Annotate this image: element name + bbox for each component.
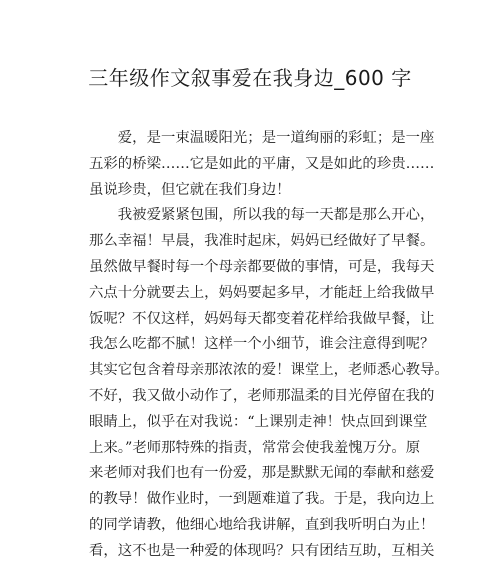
text-line: 饭呢？不仅这样，妈妈每天都变着花样给我做早餐，让: [89, 310, 435, 327]
text-line: 五彩的桥梁……它是如此的平庸，又是如此的珍贵……: [89, 155, 435, 172]
text-line: 虽说珍贵，但它就在我们身边！: [89, 181, 291, 198]
text-line: 的同学请教，他细心地给我讲解，直到我听明白为止！: [89, 516, 435, 533]
document-body: [89, 126, 449, 565]
text-line: 虽然做早餐时每一个母亲都要做的事情，可是，我每天: [89, 258, 435, 275]
text-line: 六点十分就要去上，妈妈要起多早，才能赶上给我做早: [89, 284, 435, 301]
text-line: 我被爱紧紧包围，所以我的每一天都是那么开心，: [89, 207, 435, 224]
text-line: 不好，我又做小动作了，老师那温柔的目光停留在我的: [89, 387, 435, 404]
paragraph-1: [89, 126, 435, 203]
text-line: 看，这不也是一种爱的体现吗？只有团结互助，互相关: [89, 542, 435, 559]
document-title: 三年级作文叙事爱在我身边_600 字: [88, 66, 412, 90]
text-line: 的教导！做作业时，一到题难道了我。于是，我向边上: [89, 491, 435, 508]
text-line: 我怎么吃都不腻！这样一个小细节，谁会注意得到呢？: [89, 336, 435, 353]
text-line: 眼睛上，似乎在对我说：“上课别走神！快点回到课堂: [89, 413, 428, 430]
text-line: 爱，是一束温暖阳光；是一道绚丽的彩虹；是一座: [89, 130, 435, 146]
paragraph-2: [89, 203, 449, 564]
text-line: 其实它包含着母亲那浓浓的爱！课堂上，老师悉心教导。: [89, 362, 449, 379]
text-line: 上来。”老师那特殊的指责，常常会使我羞愧万分。原: [89, 439, 421, 456]
text-line: 来老师对我们也有一份爱，那是默默无闻的奉献和慈爱: [89, 465, 435, 482]
text-line: 那么幸福！早晨，我准时起床，妈妈已经做好了早餐。: [89, 233, 435, 250]
